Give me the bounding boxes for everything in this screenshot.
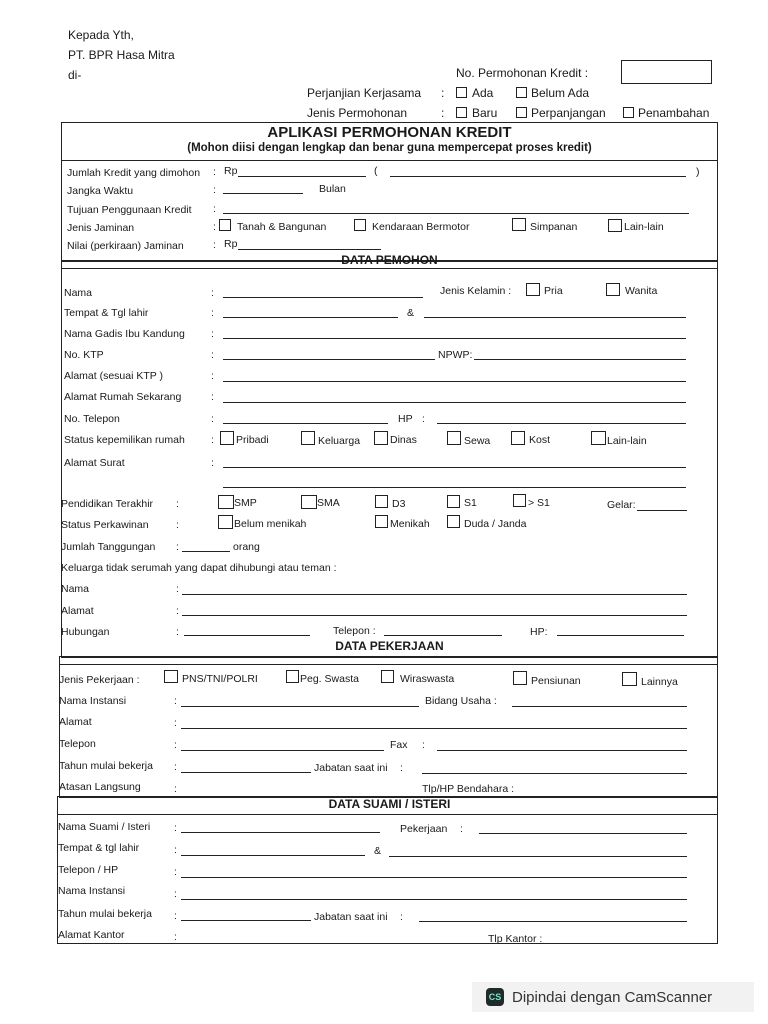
colon: :	[400, 911, 403, 923]
tahun-bekerja-label: Tahun mulai bekerja	[59, 760, 153, 772]
colon: :	[174, 717, 177, 729]
colon: :	[176, 626, 179, 638]
kel-nama-label: Nama	[61, 583, 90, 595]
colon: :	[400, 762, 403, 774]
alamat-surat-label: Alamat Surat	[64, 457, 125, 469]
ampersand: &	[374, 845, 382, 857]
tempat-lahir-field[interactable]	[223, 317, 398, 318]
colon: :	[211, 349, 214, 361]
tanah-bangunan-checkbox[interactable]	[219, 219, 231, 231]
instansi-field[interactable]	[181, 706, 419, 707]
tanggungan-label: Jumlah Tanggungan	[61, 541, 156, 553]
baru-checkbox[interactable]	[456, 107, 467, 118]
pria-label: Pria	[544, 285, 563, 297]
telepon-pasangan-label: Telepon / HP	[58, 864, 119, 876]
simpanan-checkbox[interactable]	[512, 218, 526, 231]
pns-label: PNS/TNI/POLRI	[182, 673, 258, 685]
jangka-waktu-field[interactable]	[223, 193, 303, 194]
kel-telepon-field[interactable]	[384, 635, 502, 636]
belum-menikah-label: Belum menikah	[234, 518, 307, 530]
d3-label: D3	[392, 498, 406, 510]
colon: :	[174, 739, 177, 751]
kel-hp-label: HP:	[530, 626, 548, 638]
nama-pasangan-field[interactable]	[181, 832, 380, 833]
pendidikan-label: Pendidikan Terakhir	[61, 498, 154, 510]
jabatan-field[interactable]	[422, 773, 687, 774]
penambahan-label: Penambahan	[638, 106, 710, 120]
ada-label: Ada	[472, 86, 494, 100]
jumlah-kredit-field[interactable]	[238, 176, 366, 177]
tahun-bekerja-field[interactable]	[181, 772, 311, 773]
colon: :	[213, 184, 216, 196]
company-name: PT. BPR Hasa Mitra	[68, 48, 175, 62]
form-subtitle: (Mohon diisi dengan lengkap dan benar guna mempercepat proses kredit)	[187, 142, 592, 154]
jenis-jaminan-label: Jenis Jaminan	[67, 222, 135, 234]
tujuan-label: Tujuan Penggunaan Kredit	[67, 204, 192, 216]
npwp-label: NPWP:	[438, 349, 473, 361]
colon: :	[174, 761, 177, 773]
tanggal-lahir-pasangan-field[interactable]	[389, 856, 687, 857]
gelar-field[interactable]	[637, 510, 687, 511]
colon: :	[211, 457, 214, 469]
jenis-pekerjaan-label: Jenis Pekerjaan :	[59, 674, 140, 686]
jenis-kelamin-label: Jenis Kelamin :	[440, 285, 512, 297]
bendahara-label: Tlp/HP Bendahara :	[422, 783, 515, 795]
close-paren: )	[696, 166, 700, 178]
place-line: di-	[68, 68, 82, 82]
jabatan-label: Jabatan saat ini	[314, 762, 388, 774]
ampersand: &	[407, 307, 415, 319]
jenis-permohonan-label: Jenis Permohonan	[307, 106, 408, 120]
tujuan-field[interactable]	[223, 213, 689, 214]
swasta-checkbox[interactable]	[286, 670, 299, 683]
duda-janda-checkbox[interactable]	[447, 515, 460, 528]
alamat-kantor-label: Alamat Kantor	[58, 929, 125, 941]
lain-lain-jaminan-checkbox[interactable]	[608, 219, 622, 232]
s1-plus-label: > S1	[528, 497, 550, 509]
belum-menikah-checkbox[interactable]	[218, 515, 233, 529]
kost-label: Kost	[529, 434, 551, 446]
colon: :	[211, 307, 214, 319]
jangka-waktu-label: Jangka Waktu	[67, 185, 134, 197]
colon: :	[211, 434, 214, 446]
instansi-pasangan-label: Nama Instansi	[58, 885, 126, 897]
kel-hp-field[interactable]	[557, 635, 684, 636]
ada-checkbox[interactable]	[456, 87, 467, 98]
colon: :	[460, 823, 463, 835]
hp-label: HP	[398, 413, 413, 425]
ktp-label: No. KTP	[64, 349, 104, 361]
colon: :	[422, 739, 425, 751]
colon: :	[422, 413, 425, 425]
lain-lain-rumah-checkbox[interactable]	[591, 431, 606, 445]
kel-telepon-label: Telepon :	[333, 625, 376, 637]
colon: :	[211, 328, 214, 340]
pria-checkbox[interactable]	[526, 283, 540, 296]
npwp-field[interactable]	[474, 359, 686, 360]
alamat-surat-field-2[interactable]	[223, 487, 686, 488]
pekerjaan-section-title: DATA PEKERJAAN	[335, 639, 444, 653]
colon: :	[176, 583, 179, 595]
telepon-label: No. Telepon	[64, 413, 120, 425]
pns-checkbox[interactable]	[164, 670, 178, 683]
keluarga-label: Keluarga	[318, 435, 361, 447]
dinas-checkbox[interactable]	[374, 431, 388, 445]
kel-nama-field[interactable]	[182, 594, 687, 595]
tahun-pasangan-label: Tahun mulai bekerja	[58, 908, 152, 920]
colon: :	[176, 605, 179, 617]
no-permohonan-label: No. Permohonan Kredit :	[456, 66, 589, 80]
telepon-pasangan-field[interactable]	[181, 877, 687, 878]
pekerjaan-alamat-label: Alamat	[59, 716, 92, 728]
d3-checkbox[interactable]	[375, 495, 388, 508]
pekerjaan-telepon-field[interactable]	[181, 750, 384, 751]
jumlah-kredit-label: Jumlah Kredit yang dimohon	[67, 167, 201, 179]
tlp-kantor-label: Tlp Kantor :	[488, 933, 543, 945]
pasangan-section-title: DATA SUAMI / ISTERI	[328, 797, 451, 811]
instansi-label: Nama Instansi	[59, 695, 127, 707]
smp-label: SMP	[234, 497, 257, 509]
open-paren: (	[374, 165, 378, 177]
telepon-field[interactable]	[223, 423, 388, 424]
colon: :	[174, 695, 177, 707]
dinas-label: Dinas	[390, 434, 417, 446]
nama-field[interactable]	[223, 297, 423, 298]
menikah-label: Menikah	[390, 518, 430, 530]
kel-alamat-label: Alamat	[61, 605, 94, 617]
colon: :	[211, 391, 214, 403]
orang-label: orang	[233, 541, 260, 553]
lain-lain-jaminan-label: Lain-lain	[624, 221, 664, 233]
tahun-pasangan-field[interactable]	[181, 920, 311, 921]
pemohon-section-title: DATA PEMOHON	[341, 253, 438, 267]
tanah-bangunan-label: Tanah & Bangunan	[237, 221, 327, 233]
colon: :	[174, 822, 177, 834]
colon: :	[176, 541, 179, 553]
jabatan-pasangan-label: Jabatan saat ini	[314, 911, 388, 923]
wanita-checkbox[interactable]	[606, 283, 620, 296]
s1-label: S1	[464, 497, 477, 509]
ttl-label: Tempat & Tgl lahir	[64, 307, 149, 319]
wanita-label: Wanita	[625, 285, 658, 297]
alamat-ktp-label: Alamat (sesuai KTP )	[64, 370, 164, 382]
bidang-usaha-field[interactable]	[512, 706, 687, 707]
colon: :	[211, 370, 214, 382]
bulan-label: Bulan	[319, 183, 346, 195]
fax-field[interactable]	[437, 750, 687, 751]
colon: :	[211, 287, 214, 299]
colon: :	[174, 844, 177, 856]
camscanner-watermark	[472, 982, 754, 1012]
rp-label: Rp	[224, 238, 238, 250]
pensiunan-label: Pensiunan	[531, 675, 581, 687]
camscanner-logo-icon: CS	[486, 988, 504, 1006]
colon: :	[176, 498, 179, 510]
terbilang-field[interactable]	[390, 176, 686, 177]
colon: :	[213, 221, 216, 233]
colon: :	[213, 203, 216, 215]
smp-checkbox[interactable]	[218, 495, 234, 509]
simpanan-label: Simpanan	[530, 221, 578, 233]
s1-plus-checkbox[interactable]	[513, 494, 526, 507]
alamat-rumah-label: Alamat Rumah Sekarang	[64, 391, 182, 403]
nama-label: Nama	[64, 287, 93, 299]
menikah-checkbox[interactable]	[375, 515, 388, 528]
form-title: APLIKASI PERMOHONAN KREDIT	[267, 124, 512, 141]
colon: :	[176, 519, 179, 531]
kendaraan-label: Kendaraan Bermotor	[372, 221, 470, 233]
swasta-label: Peg. Swasta	[300, 673, 359, 685]
rp-label: Rp	[224, 165, 238, 177]
alamat-surat-field[interactable]	[223, 467, 686, 468]
tempat-lahir-pasangan-field[interactable]	[181, 855, 365, 856]
bidang-usaha-label: Bidang Usaha :	[425, 695, 497, 707]
colon: :	[174, 888, 177, 900]
pekerjaan-pasangan-label: Pekerjaan	[400, 823, 448, 835]
colon: :	[213, 166, 216, 178]
pribadi-checkbox[interactable]	[220, 431, 234, 445]
perpanjangan-checkbox[interactable]	[516, 107, 527, 118]
kel-hubungan-field[interactable]	[184, 635, 310, 636]
nilai-jaminan-field[interactable]	[238, 249, 381, 250]
colon: :	[211, 413, 214, 425]
status-rumah-label: Status kepemilikan rumah	[64, 434, 185, 446]
baru-label: Baru	[472, 106, 498, 120]
lainnya-label: Lainnya	[641, 676, 678, 688]
sma-label: SMA	[317, 497, 340, 509]
tanggungan-field[interactable]	[182, 551, 230, 552]
sewa-checkbox[interactable]	[447, 431, 461, 445]
colon: :	[174, 866, 177, 878]
ttl-pasangan-label: Tempat & tgl lahir	[58, 842, 140, 854]
colon: :	[174, 931, 177, 943]
ktp-field[interactable]	[223, 359, 435, 360]
belum-ada-checkbox[interactable]	[516, 87, 527, 98]
lainnya-checkbox[interactable]	[622, 672, 637, 686]
wiraswasta-label: Wiraswasta	[400, 673, 455, 685]
nama-pasangan-label: Nama Suami / Isteri	[58, 821, 151, 833]
pensiunan-checkbox[interactable]	[513, 671, 527, 685]
kel-hubungan-label: Hubungan	[61, 626, 110, 638]
keluarga-note: Keluarga tidak serumah yang dapat dihubungi atau teman :	[61, 562, 337, 574]
pekerjaan-pasangan-field[interactable]	[479, 833, 687, 834]
colon: :	[441, 86, 445, 100]
no-permohonan-box[interactable]	[621, 60, 712, 84]
jabatan-pasangan-field[interactable]	[419, 921, 687, 922]
kost-checkbox[interactable]	[511, 431, 525, 445]
alamat-rumah-field[interactable]	[223, 402, 686, 403]
pekerjaan-alamat-field[interactable]	[181, 728, 687, 729]
fax-label: Fax	[390, 739, 408, 751]
duda-janda-label: Duda / Janda	[464, 518, 527, 530]
status-kawin-label: Status Perkawinan	[61, 519, 149, 531]
colon: :	[213, 239, 216, 251]
s1-checkbox[interactable]	[447, 495, 460, 508]
instansi-pasangan-field[interactable]	[181, 899, 687, 900]
belum-ada-label: Belum Ada	[531, 86, 590, 100]
colon: :	[174, 910, 177, 922]
sewa-label: Sewa	[464, 435, 491, 447]
camscanner-text: Dipindai dengan CamScanner	[512, 988, 713, 1006]
perjanjian-label: Perjanjian Kerjasama	[307, 86, 422, 100]
nilai-jaminan-label: Nilai (perkiraan) Jaminan	[67, 240, 184, 252]
addressee-line: Kepada Yth,	[68, 28, 134, 42]
penambahan-checkbox[interactable]	[623, 107, 634, 118]
pemohon-frame	[61, 260, 718, 658]
hp-field[interactable]	[437, 423, 686, 424]
pekerjaan-telepon-label: Telepon	[59, 738, 96, 750]
alamat-ktp-field[interactable]	[223, 381, 686, 382]
kel-alamat-field[interactable]	[182, 615, 687, 616]
gelar-label: Gelar:	[607, 499, 636, 511]
atasan-label: Atasan Langsung	[59, 781, 141, 793]
kendaraan-checkbox[interactable]	[354, 219, 366, 231]
tanggal-lahir-field[interactable]	[424, 317, 686, 318]
sma-checkbox[interactable]	[301, 495, 317, 509]
pribadi-label: Pribadi	[236, 434, 269, 446]
wiraswasta-checkbox[interactable]	[381, 670, 394, 683]
colon: :	[174, 783, 177, 795]
perpanjangan-label: Perpanjangan	[531, 106, 606, 120]
lain-lain-rumah-label: Lain-lain	[607, 435, 647, 447]
ibu-kandung-field[interactable]	[223, 338, 686, 339]
colon: :	[441, 106, 445, 120]
keluarga-checkbox[interactable]	[301, 431, 315, 445]
ibu-kandung-label: Nama Gadis Ibu Kandung	[64, 328, 185, 340]
